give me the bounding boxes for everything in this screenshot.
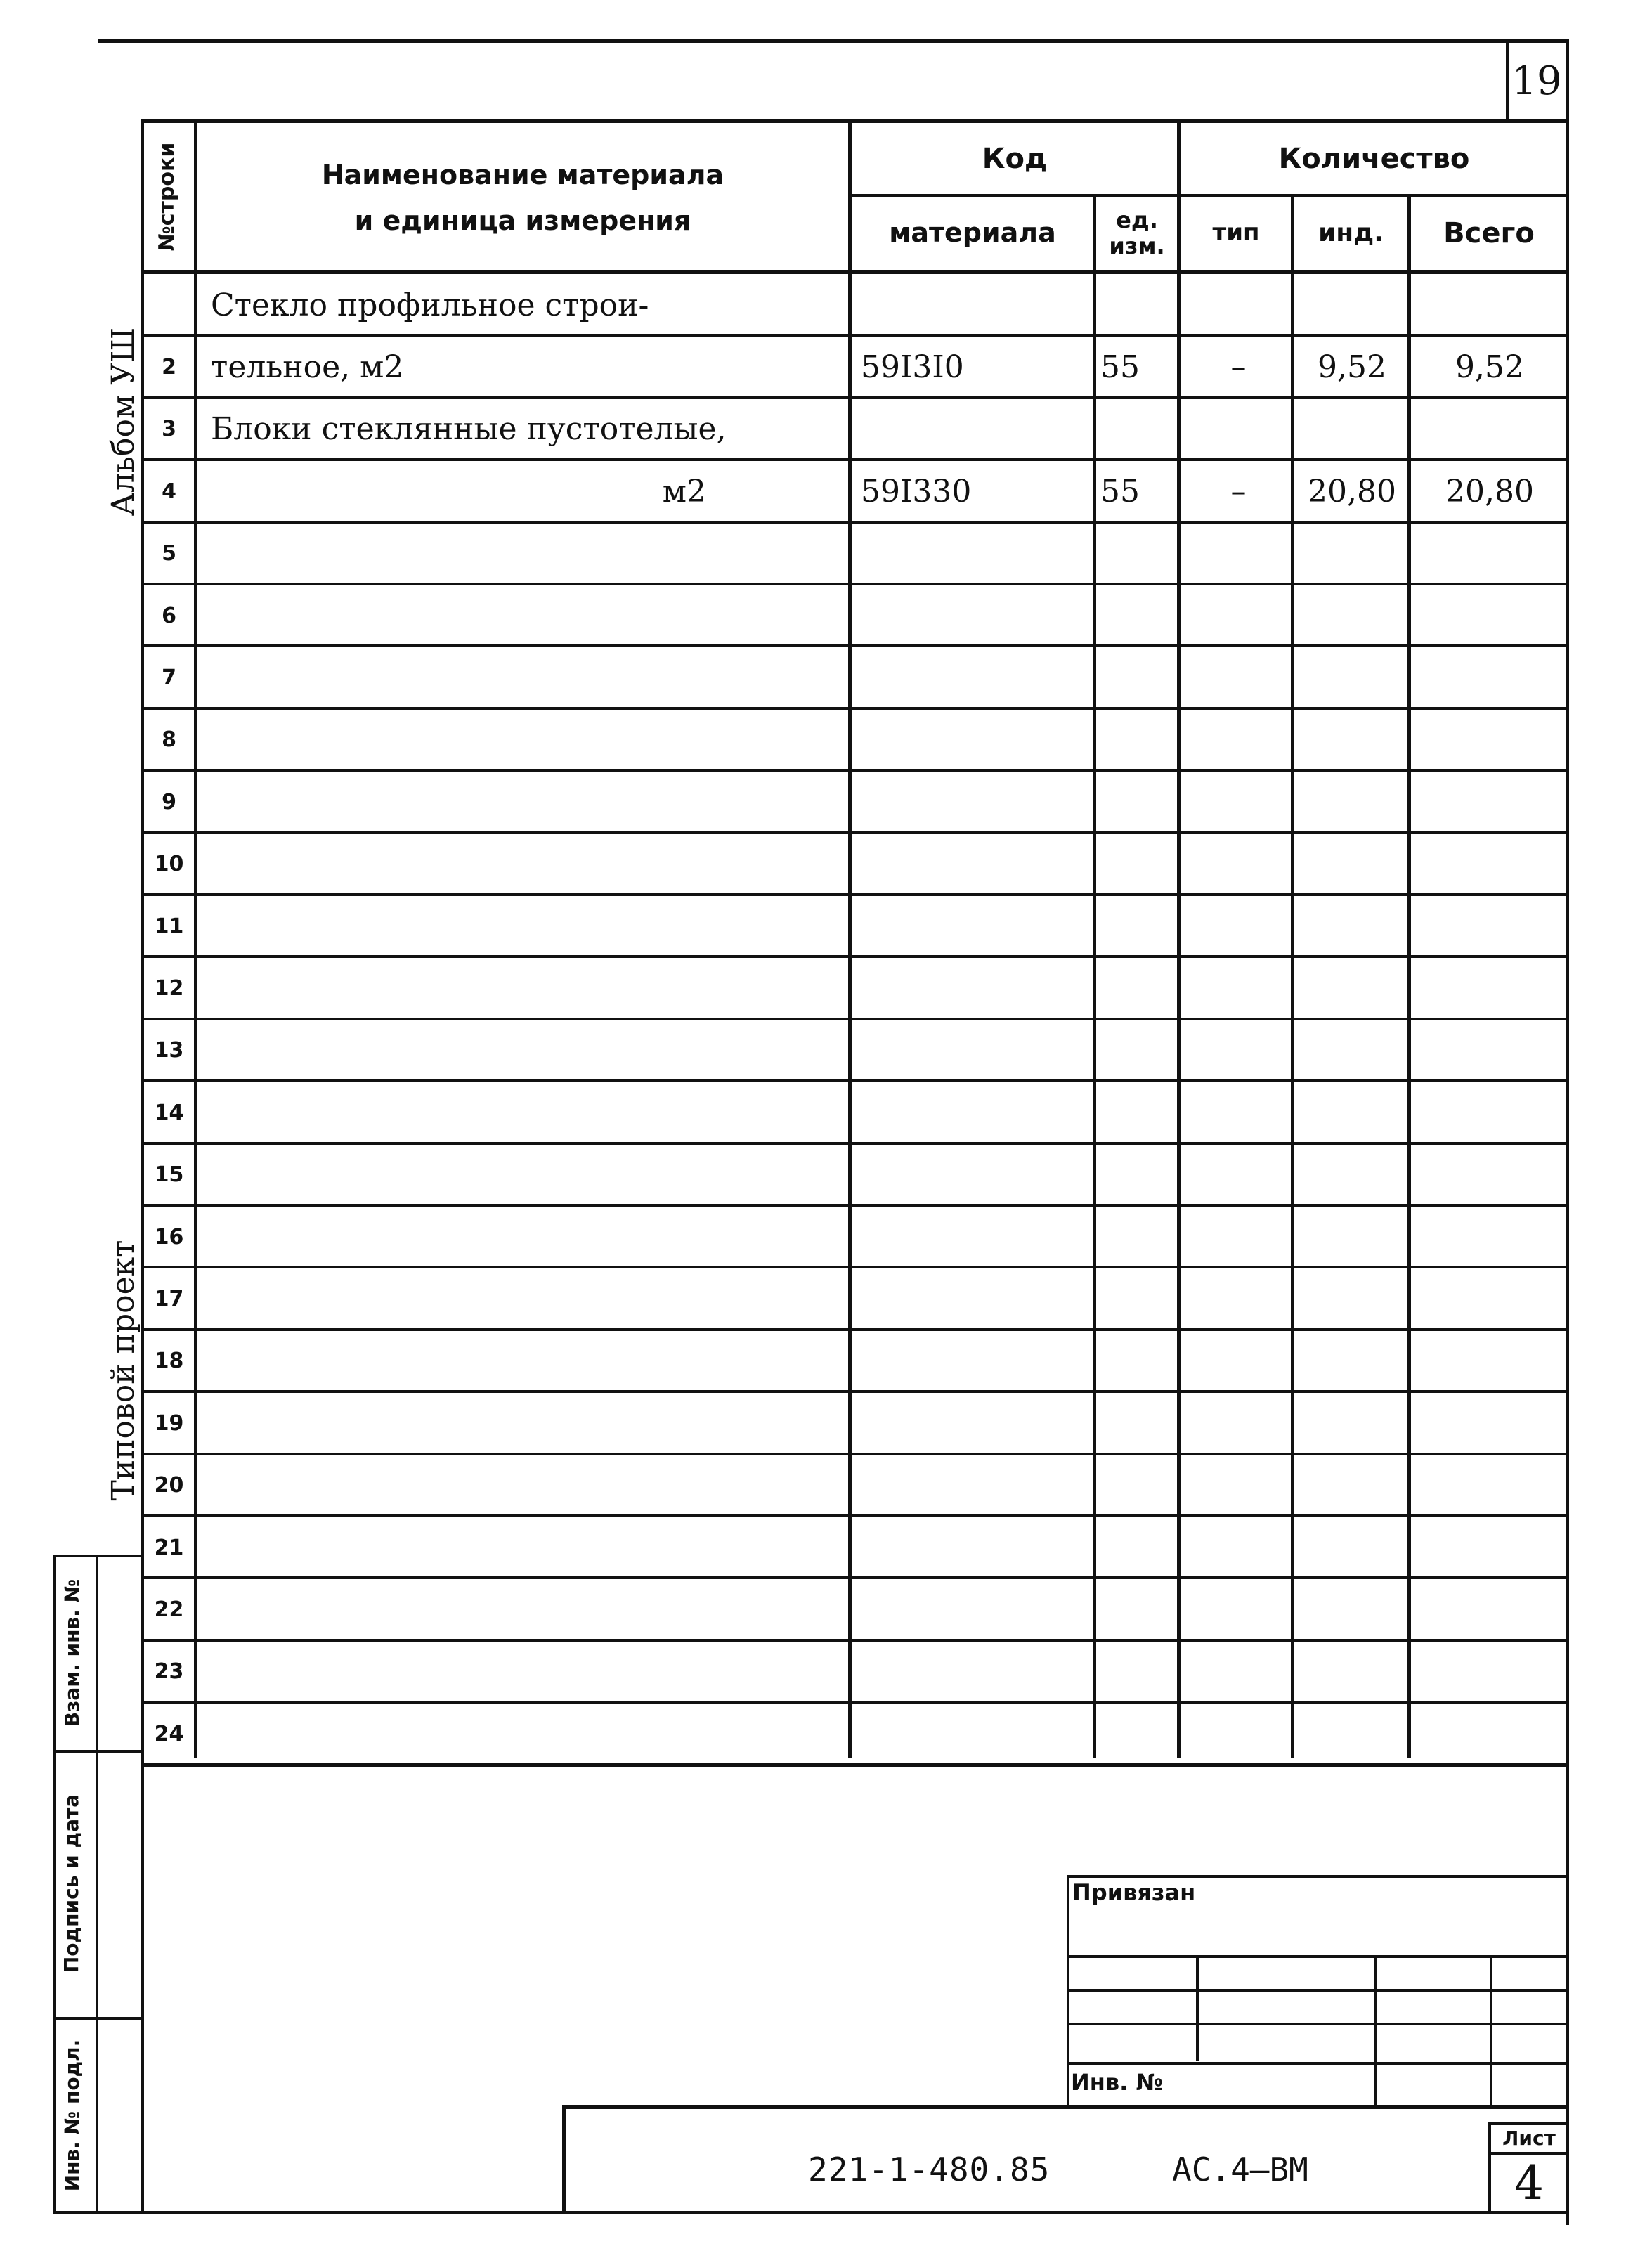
cell-unit — [1100, 398, 1176, 460]
cell-code — [861, 1330, 1091, 1392]
row-number: 13 — [154, 1038, 184, 1063]
cell-unit — [1100, 895, 1176, 957]
cell-code — [861, 1455, 1091, 1517]
cell-ind: 9,52 — [1318, 349, 1386, 386]
cell-total — [1414, 709, 1566, 771]
cell-type — [1188, 1082, 1289, 1143]
podpis-data-label: Подпись и дата — [60, 1793, 83, 1973]
cell-ind — [1297, 1641, 1407, 1703]
cell-name — [211, 1020, 847, 1082]
cell-name — [211, 1392, 847, 1454]
cell-ind — [1297, 709, 1407, 771]
row-number: 14 — [154, 1100, 184, 1125]
bottom-frame-line — [141, 2211, 1569, 2214]
cell-total: 20,80 — [1445, 473, 1534, 510]
cell-ind — [1297, 1455, 1407, 1517]
privyazan-label: Привязан — [1072, 1879, 1196, 1906]
cell-total — [1414, 833, 1566, 895]
cell-type: – — [1230, 473, 1247, 510]
cell-type — [1188, 1330, 1289, 1392]
cell-name — [211, 1641, 847, 1703]
cell-ind — [1297, 1578, 1407, 1640]
cell-type — [1188, 1455, 1289, 1517]
cell-ind — [1297, 1144, 1407, 1206]
cell-type — [1188, 1020, 1289, 1082]
cell-name — [211, 895, 847, 957]
header-subline-qty — [1177, 194, 1567, 197]
cell-total — [1414, 1517, 1566, 1578]
cell-unit — [1100, 585, 1176, 647]
row-number — [144, 274, 194, 336]
row-number: 11 — [154, 914, 184, 939]
cell-total — [1414, 274, 1566, 336]
cell-unit — [1100, 1268, 1176, 1330]
row-number: 22 — [154, 1597, 184, 1623]
cell-unit: 55 — [1100, 473, 1140, 510]
cell-total — [1414, 1455, 1566, 1517]
cell-unit — [1100, 647, 1176, 708]
cell-type — [1188, 895, 1289, 957]
header-name-line1: Наименование материала — [321, 160, 724, 191]
cell-name — [211, 585, 847, 647]
cell-name — [211, 1082, 847, 1143]
row-number: 16 — [154, 1224, 184, 1250]
cell-type — [1188, 647, 1289, 708]
header-subline-code — [848, 194, 1180, 197]
row-number: 7 — [162, 666, 176, 691]
row-number: 21 — [154, 1535, 184, 1560]
cell-name — [211, 1517, 847, 1578]
page-number: 19 — [1511, 58, 1562, 104]
cell-ind — [1297, 1020, 1407, 1082]
cell-total — [1414, 523, 1566, 585]
privyazan-col-3 — [1490, 1955, 1492, 2108]
cell-ind — [1297, 1268, 1407, 1330]
cell-code — [861, 709, 1091, 771]
cell-unit — [1100, 1641, 1176, 1703]
cell-total — [1414, 1268, 1566, 1330]
cell-code — [861, 1641, 1091, 1703]
cell-ind — [1297, 1703, 1407, 1765]
cell-total — [1414, 957, 1566, 1019]
cell-type — [1188, 1517, 1289, 1578]
cell-total — [1414, 1144, 1566, 1206]
row-number: 9 — [162, 789, 176, 815]
cell-total — [1414, 895, 1566, 957]
left-outer-border — [53, 1555, 56, 2214]
cell-unit — [1100, 1703, 1176, 1765]
col-line-ind — [1291, 195, 1294, 1758]
row-number: 8 — [162, 727, 176, 753]
cell-total — [1414, 771, 1566, 833]
header-qty-ind: инд. — [1318, 219, 1384, 248]
album-label: Альбом УШ — [105, 327, 141, 517]
doc-number: 221-1-480.85 — [808, 2150, 1051, 2188]
cell-total — [1414, 1020, 1566, 1082]
cell-type — [1188, 1268, 1289, 1330]
cell-name — [211, 957, 847, 1019]
cell-type — [1188, 1641, 1289, 1703]
title-block-top — [562, 2105, 1567, 2109]
row-number: 3 — [162, 417, 176, 442]
cell-type — [1188, 523, 1289, 585]
cell-ind — [1297, 398, 1407, 460]
cell-type — [1188, 1144, 1289, 1206]
cell-total — [1414, 1392, 1566, 1454]
cell-unit — [1100, 1455, 1176, 1517]
header-code-material: материала — [889, 217, 1056, 249]
cell-total — [1414, 398, 1566, 460]
cell-code — [861, 585, 1091, 647]
cell-unit — [1100, 1330, 1176, 1392]
cell-code — [861, 1578, 1091, 1640]
cell-code — [861, 1206, 1091, 1268]
cell-type — [1188, 1392, 1289, 1454]
cell-code — [861, 274, 1091, 336]
cell-name: Блоки стеклянные пустотелые, — [211, 411, 727, 448]
cell-ind — [1297, 1330, 1407, 1392]
header-row-number: №строки — [155, 142, 179, 252]
cell-code — [861, 895, 1091, 957]
cell-unit — [1100, 1517, 1176, 1578]
cell-code — [861, 1144, 1091, 1206]
cell-unit — [1100, 1392, 1176, 1454]
cell-code — [861, 1517, 1091, 1578]
cell-total — [1414, 1082, 1566, 1143]
cell-ind — [1297, 833, 1407, 895]
cell-unit — [1100, 771, 1176, 833]
cell-type — [1188, 585, 1289, 647]
cell-type — [1188, 771, 1289, 833]
cell-unit — [1100, 1578, 1176, 1640]
cell-type — [1188, 833, 1289, 895]
row-number: 18 — [154, 1349, 184, 1374]
privyazan-top — [1067, 1875, 1567, 1878]
cell-name — [211, 1703, 847, 1765]
cell-type — [1188, 274, 1289, 336]
row-number: 2 — [162, 355, 176, 380]
cell-type — [1188, 1703, 1289, 1765]
table-top-line — [141, 119, 1567, 123]
cell-code — [861, 1268, 1091, 1330]
row-number: 10 — [154, 852, 184, 877]
cell-ind — [1297, 1517, 1407, 1578]
cell-total: 9,52 — [1455, 349, 1524, 386]
cell-ind — [1297, 274, 1407, 336]
col-line-total — [1407, 195, 1411, 1758]
cell-code — [861, 523, 1091, 585]
cell-unit — [1100, 1206, 1176, 1268]
cell-code — [861, 833, 1091, 895]
top-rule — [98, 39, 1567, 43]
privyazan-col-1 — [1196, 1955, 1199, 2061]
header-code-unit: ед. изм. — [1109, 207, 1165, 259]
row-number: 24 — [154, 1721, 184, 1746]
cell-name — [211, 1330, 847, 1392]
cell-unit — [1100, 1020, 1176, 1082]
col-line-name — [194, 119, 197, 1758]
cell-name — [211, 709, 847, 771]
cell-type — [1188, 1578, 1289, 1640]
row-number: 5 — [162, 541, 176, 566]
cell-ind — [1297, 1206, 1407, 1268]
privyazan-col-2 — [1374, 1955, 1377, 2108]
cell-total — [1414, 1206, 1566, 1268]
cell-code — [861, 957, 1091, 1019]
project-label: Типовой проект — [105, 1240, 141, 1501]
cell-name — [211, 833, 847, 895]
row-number: 15 — [154, 1162, 184, 1188]
col-line-unit — [1093, 195, 1096, 1758]
cell-name — [211, 1578, 847, 1640]
cell-unit — [1100, 833, 1176, 895]
right-border — [1566, 39, 1569, 2225]
cell-ind — [1297, 771, 1407, 833]
cell-name — [211, 771, 847, 833]
cell-type — [1188, 957, 1289, 1019]
cell-code — [861, 647, 1091, 708]
header-qty-type: тип — [1212, 219, 1260, 247]
col-line-code — [848, 119, 852, 1758]
cell-ind — [1297, 895, 1407, 957]
header-code-group: Код — [982, 143, 1048, 175]
cell-unit — [1100, 1144, 1176, 1206]
zam-inv-label: Взам. инв. № — [60, 1578, 84, 1727]
cell-name — [211, 1268, 847, 1330]
cell-unit — [1100, 1082, 1176, 1143]
cell-code: 59I3I0 — [861, 349, 964, 386]
cell-name — [211, 1206, 847, 1268]
cell-total — [1414, 1578, 1566, 1640]
cell-type — [1188, 709, 1289, 771]
cell-code — [861, 1020, 1091, 1082]
cell-unit: 55 — [1100, 349, 1140, 386]
cell-code: 59I330 — [861, 473, 972, 510]
cell-unit — [1100, 523, 1176, 585]
cell-type — [1188, 398, 1289, 460]
cell-name: тельное, м2 — [211, 349, 404, 386]
cell-name — [211, 1144, 847, 1206]
cell-type — [1188, 1206, 1289, 1268]
cell-total — [1414, 1330, 1566, 1392]
cell-ind — [1297, 523, 1407, 585]
cell-ind — [1297, 585, 1407, 647]
row-number: 6 — [162, 603, 176, 628]
col-line-qty — [1177, 119, 1181, 1758]
cell-ind — [1297, 957, 1407, 1019]
row-number: 4 — [162, 479, 176, 504]
header-qty-total: Всего — [1443, 217, 1535, 249]
row-number: 12 — [154, 976, 184, 1001]
cell-unit — [1100, 274, 1176, 336]
sheet-number: 4 — [1514, 2155, 1544, 2210]
doc-code: АС.4–ВМ — [1172, 2150, 1308, 2188]
cell-unit — [1100, 709, 1176, 771]
cell-name: Стекло профильное строи- — [211, 287, 649, 323]
row-number: 23 — [154, 1659, 184, 1685]
cell-ind — [1297, 1082, 1407, 1143]
inv-podl-label: Инв. № подл. — [60, 2039, 84, 2192]
cell-code — [861, 398, 1091, 460]
cell-total — [1414, 1703, 1566, 1765]
cell-unit — [1100, 957, 1176, 1019]
cell-ind — [1297, 647, 1407, 708]
cell-code — [861, 1082, 1091, 1143]
header-qty-group: Количество — [1278, 143, 1470, 175]
cell-name — [211, 1455, 847, 1517]
cell-name — [211, 523, 847, 585]
cell-name — [211, 647, 847, 708]
sheet-box-top — [1488, 2122, 1567, 2125]
cell-code — [861, 1392, 1091, 1454]
cell-code — [861, 1703, 1091, 1765]
cell-total — [1414, 647, 1566, 708]
margin-box-divider — [96, 1555, 98, 2214]
row-number: 19 — [154, 1410, 184, 1436]
privyazan-left — [1067, 1875, 1069, 2108]
cell-code — [861, 771, 1091, 833]
cell-ind: 20,80 — [1308, 473, 1396, 510]
row-number: 20 — [154, 1473, 184, 1498]
cell-total — [1414, 1641, 1566, 1703]
inv-no-label: Инв. № — [1071, 2069, 1163, 2096]
cell-name: м2 — [662, 473, 706, 510]
sheet-label: Лист — [1502, 2127, 1556, 2150]
title-block-left — [562, 2105, 566, 2214]
row-number: 17 — [154, 1287, 184, 1312]
header-name-line2: и единица измерения — [354, 205, 691, 237]
cell-type: – — [1230, 349, 1247, 386]
cell-total — [1414, 585, 1566, 647]
cell-ind — [1297, 1392, 1407, 1454]
